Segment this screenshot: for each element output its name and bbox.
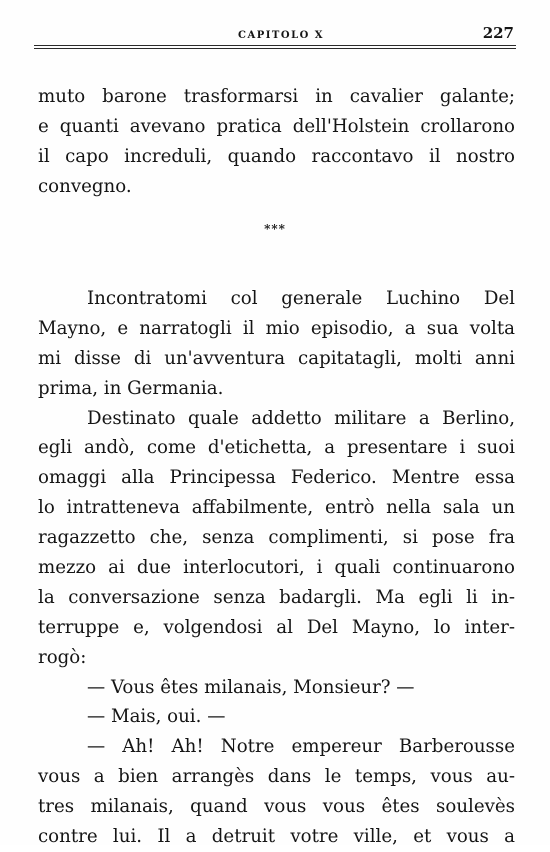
text-line: tres milanais, quand vous vous êtes soulevès: [38, 796, 515, 818]
text-line: terruppe e, volgendosi al Del Mayno, lo inter-: [38, 616, 515, 638]
text-line: il capo increduli, quando raccontavo il nostro: [38, 145, 515, 167]
text-line: egli andò, come d'etichetta, a presentare i suoi: [38, 437, 515, 459]
header-rule: [34, 45, 516, 46]
dialogue-line: — Ah! Ah! Notre empereur Barberousse: [87, 736, 515, 758]
header-rule: [34, 48, 516, 49]
text-line: muto barone trasformarsi in cavalier galante;: [38, 86, 515, 107]
page-number: 227: [482, 24, 514, 42]
text-line: convegno.: [38, 175, 132, 197]
text-line: contre lui. Il a detruit votre ville, et vous a: [38, 826, 515, 848]
text-line: Mayno, e narratogli il mio episodio, a sua volta: [38, 317, 515, 339]
text-line: mezzo ai due interlocutori, i quali continuarono: [38, 557, 515, 579]
paragraph-continuation: [38, 82, 515, 202]
text-line: rogò:: [38, 646, 87, 668]
text-line: Destinato quale addetto militare a Berlino,: [87, 407, 515, 429]
text-line: prima, in Germania.: [38, 377, 224, 399]
text-line: la conversazione senza badargli. Ma egli li in-: [38, 586, 515, 608]
dialogue-line: — Vous êtes milanais, Monsieur? —: [87, 676, 415, 698]
text-line: ragazzetto che, senza complimenti, si pose fra: [38, 527, 515, 549]
body-text: [38, 284, 515, 852]
text-line: mi disse di un'avventura capitatagli, molti anni: [38, 347, 515, 369]
running-head: CAPITOLO X: [238, 30, 325, 41]
text-line: omaggi alla Principessa Federico. Mentre essa: [38, 467, 515, 489]
text-line: lo intratteneva affabilmente, entrò nella sala un: [38, 497, 515, 519]
dialogue-line: — Mais, oui. —: [87, 706, 226, 728]
text-line: vous a bien arrangès dans le temps, vous au-: [38, 766, 515, 788]
text-line: e quanti avevano pratica dell'Holstein crollarono: [38, 115, 515, 137]
section-break-asterisks: ***: [264, 222, 286, 236]
text-line: Incontratomi col generale Luchino Del: [87, 288, 515, 309]
